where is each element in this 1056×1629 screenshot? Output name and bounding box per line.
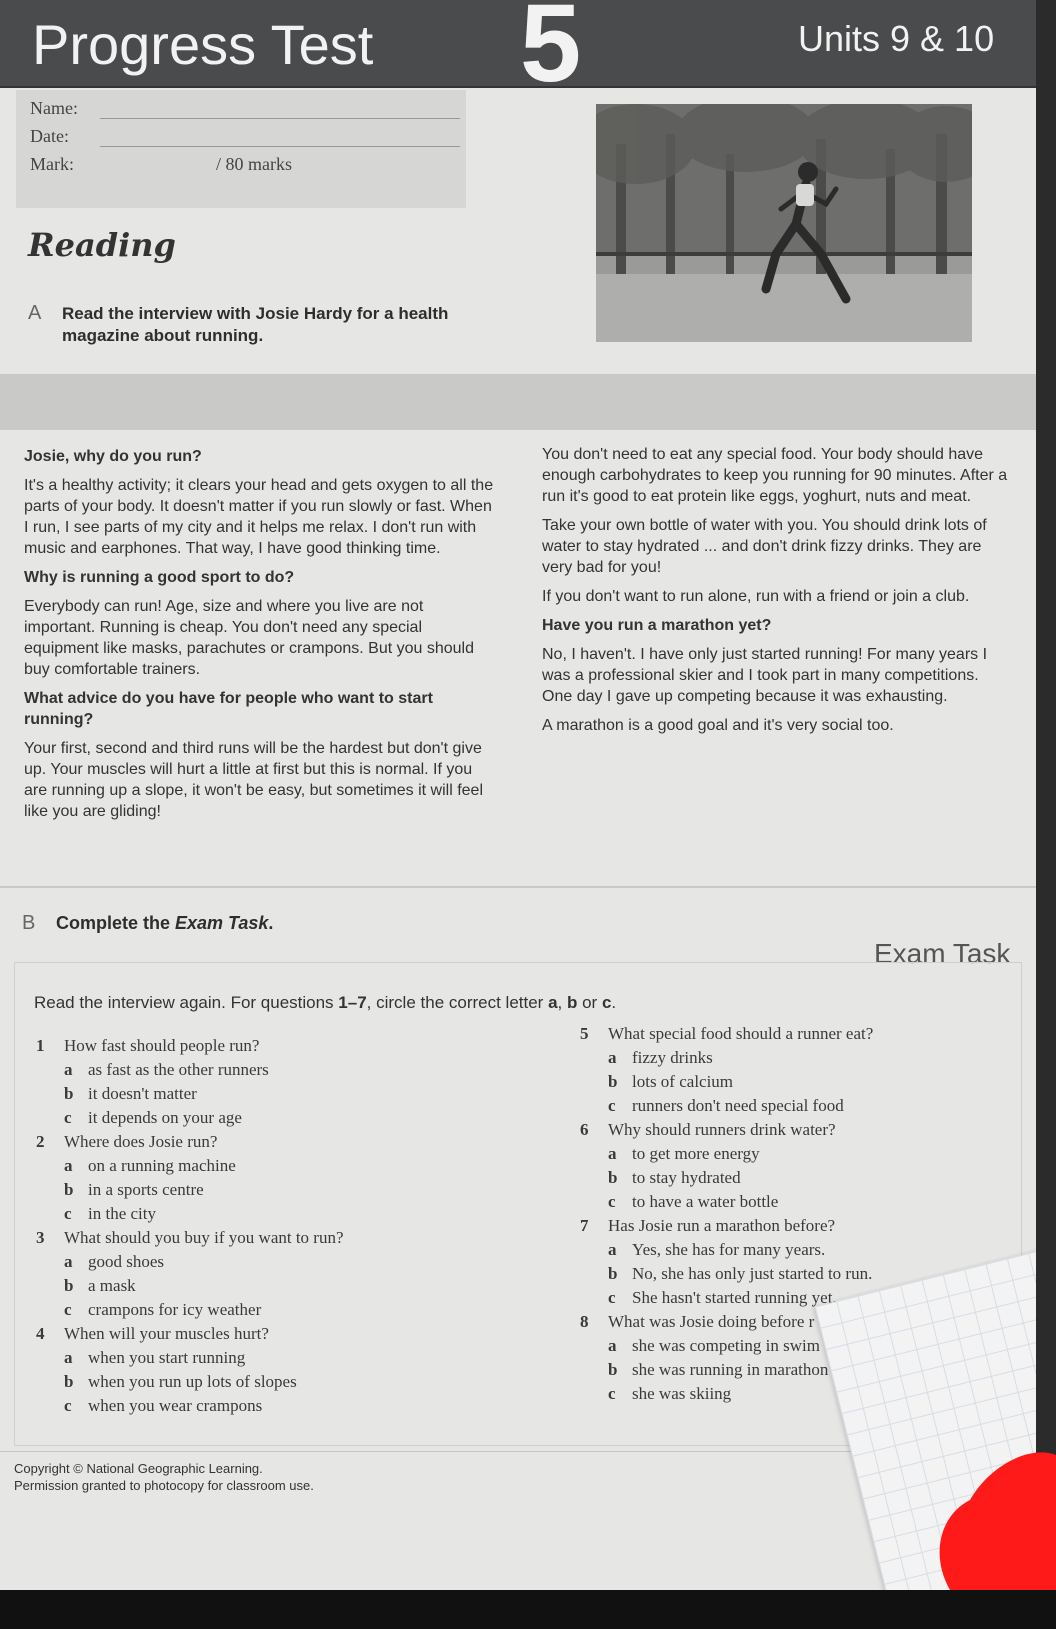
task-b-emphasis: Exam Task [175,913,269,933]
option-text: Yes, she has for many years. [632,1240,826,1259]
header-bar [0,0,1036,105]
question-number: 3 [36,1228,45,1247]
option-text: crampons for icy weather [88,1300,262,1319]
question-item [36,1228,516,1252]
option-letter[interactable]: a [608,1048,617,1067]
interview-question: Why is running a good sport to do? [24,569,295,586]
interview-answer: A marathon is a good goal and it's very social too. [542,717,894,734]
option-letter[interactable]: b [64,1180,74,1199]
instr-prefix: Read the interview again. For questions [34,993,339,1012]
section-heading: Reading [28,226,176,264]
option-letter[interactable]: a [608,1336,617,1355]
question-text: Has Josie run a marathon before? [608,1216,836,1235]
question-text: When will your muscles hurt? [64,1324,269,1343]
answer-option[interactable] [36,1372,516,1396]
option-text: fizzy drinks [632,1048,713,1067]
option-letter[interactable]: a [64,1252,73,1271]
answer-option[interactable] [580,1048,980,1072]
option-letter[interactable]: c [64,1300,72,1319]
option-letter[interactable]: c [608,1288,616,1307]
question-number: 6 [580,1120,589,1139]
question-text: What was Josie doing before r [608,1312,815,1331]
task-a-instruction: Read the interview with Josie Hardy for a health magazine about running. [62,304,449,345]
background-surface [0,1590,1056,1629]
question-item [580,1120,980,1144]
option-letter[interactable]: a [608,1144,617,1163]
task-b-prefix: Complete the [56,913,176,933]
option-text: lots of calcium [632,1072,734,1091]
option-letter[interactable]: c [64,1108,72,1127]
answer-option[interactable] [580,1240,980,1264]
option-letter[interactable]: c [608,1096,616,1115]
option-text: to get more energy [632,1144,760,1163]
option-letter[interactable]: b [608,1360,618,1379]
answer-option[interactable] [580,1144,980,1168]
answer-option[interactable] [36,1204,516,1228]
interview-right-column [542,444,1012,744]
option-text: She hasn't started running yet. [632,1288,837,1307]
name-field[interactable] [100,118,460,119]
option-letter[interactable]: b [608,1168,618,1187]
marks-total: / 80 marks [216,154,292,174]
option-letter[interactable]: b [608,1072,618,1091]
answer-option[interactable] [580,1192,980,1216]
exam-task-label: Exam Task [874,938,1011,969]
option-text: it doesn't matter [88,1084,197,1103]
date-label: Date: [30,126,69,146]
test-number: 5 [520,0,582,105]
instr-a: a [548,993,558,1012]
question-text: What special food should a runner eat? [608,1024,874,1043]
interview-answer: Everybody can run! Age, size and where you live are not important. Running is cheap. You don't need any special equipment like masks, parachutes or crampons. But you should buy comfortable trainers. [24,598,475,678]
copyright-line: Copyright © National Geographic Learning. [14,1461,263,1476]
question-text: Why should runners drink water? [608,1120,836,1139]
mark-label: Mark: [30,154,74,174]
answer-option[interactable] [36,1108,516,1132]
interview-answer: You don't need to eat any special food. Your body should have enough carbohydrates to keep you running for 90 minutes. After a run it's good to eat protein like eggs, yoghurt, nuts and meat. [542,446,1008,505]
option-text: she was skiing [632,1384,732,1403]
answer-option[interactable] [36,1084,516,1108]
option-text: runners don't need special food [632,1096,844,1115]
answer-option[interactable] [36,1060,516,1084]
option-letter[interactable]: b [608,1264,618,1283]
option-text: as fast as the other runners [88,1060,269,1079]
answer-option[interactable] [580,1072,980,1096]
question-text: What should you buy if you want to run? [64,1228,344,1247]
answer-option[interactable] [36,1252,516,1276]
question-text: How fast should people run? [64,1036,260,1055]
option-text: she was running in marathon [632,1360,829,1379]
exam-instruction [34,993,616,1013]
option-text: a mask [88,1276,136,1295]
answer-option[interactable] [580,1096,980,1120]
instr-sep1: , [557,993,567,1012]
option-letter[interactable]: c [608,1384,616,1403]
instr-range: 1–7 [338,993,367,1012]
interview-answer: Your first, second and third runs will be the hardest but don't give up. Your muscles will hurt a little at first but this is normal. If you are running up a slope, it won't be easy, but sometimes it will feel like you are gliding! [24,740,483,820]
option-letter[interactable]: c [608,1192,616,1211]
question-number: 7 [580,1216,589,1235]
instr-c: c [601,993,612,1012]
option-text: good shoes [88,1252,165,1271]
interview-question: What advice do you have for people who want to start running? [24,690,433,728]
red-heart-sticker [910,1445,1056,1590]
units-label: Units 9 & 10 [798,18,995,59]
option-text: when you wear crampons [88,1396,263,1415]
question-number: 1 [36,1036,45,1055]
task-b-letter: B [22,912,36,934]
option-text: in a sports centre [88,1180,204,1199]
interview-left-column [24,446,494,830]
question-item [36,1132,516,1156]
runner-photo [596,104,972,342]
option-letter[interactable]: b [64,1084,74,1103]
option-letter[interactable]: a [64,1348,73,1367]
option-text: on a running machine [88,1156,236,1175]
option-text: to stay hydrated [632,1168,741,1187]
option-letter[interactable]: c [64,1204,72,1223]
task-b-instruction [56,913,273,934]
name-label: Name: [30,98,78,118]
option-letter[interactable]: a [608,1240,617,1259]
task-b-suffix: . [268,913,274,933]
question-item [580,1216,980,1240]
question-item [580,1024,980,1048]
instr-sep2: or [577,993,602,1012]
question-number: 4 [36,1324,45,1343]
option-text: in the city [88,1204,156,1223]
instr-middle: , circle the correct letter [366,993,549,1012]
answer-option[interactable] [580,1168,980,1192]
answer-option[interactable] [36,1396,516,1420]
permission-line: Permission granted to photocopy for classroom use. [14,1478,314,1493]
question-text: Where does Josie run? [64,1132,218,1151]
page-edge-shadow [1036,0,1056,1590]
option-letter[interactable]: b [64,1276,74,1295]
option-text: No, she has only just started to run. [632,1264,873,1283]
instr-end: . [611,993,617,1012]
footer-rule [0,1451,900,1452]
answer-option[interactable] [36,1156,516,1180]
question-number: 2 [36,1132,45,1151]
question-number: 5 [580,1024,589,1043]
questions-left-column [36,1036,516,1420]
option-text: when you run up lots of slopes [88,1372,297,1391]
task-a-letter: A [28,302,42,324]
answer-option[interactable] [36,1348,516,1372]
copyright-notice [14,1460,314,1494]
decorative-banner [0,374,1036,430]
interview-answer: No, I haven't. I have only just started running! For many years I was a professional skier and I took part in many competitions. One day I gave up competing because it was exhausting. [542,646,988,705]
option-letter[interactable]: c [64,1396,72,1415]
answer-option[interactable] [36,1180,516,1204]
option-text: it depends on your age [88,1108,242,1127]
page-title: Progress Test [32,13,374,76]
instr-b: b [566,993,578,1012]
option-letter[interactable]: a [64,1156,73,1175]
interview-answer: If you don't want to run alone, run with a friend or join a club. [542,588,970,605]
date-field[interactable] [100,146,460,147]
option-text: to have a water bottle [632,1192,779,1211]
student-info-box [16,90,466,208]
section-divider [0,886,1036,888]
question-item [36,1324,516,1348]
option-letter[interactable]: a [64,1060,73,1079]
interview-answer: It's a healthy activity; it clears your head and gets oxygen to all the parts of your body. It doesn't matter if you run slowly or fast. When I run, I see parts of my city and it helps me relax. I don't run with music and earphones. That way, I have good thinking time. [24,477,494,557]
interview-answer: Take your own bottle of water with you. You should drink lots of water to stay hydrated ... and don't drink fizzy drinks. They are very bad for you! [542,517,987,576]
answer-option[interactable] [36,1300,516,1324]
option-text: when you start running [88,1348,246,1367]
option-letter[interactable]: b [64,1372,74,1391]
interview-question: Josie, why do you run? [24,448,202,465]
question-number: 8 [580,1312,589,1331]
interview-question: Have you run a marathon yet? [542,617,772,634]
answer-option[interactable] [36,1276,516,1300]
option-text: she was competing in swim [632,1336,820,1355]
question-item [36,1036,516,1060]
